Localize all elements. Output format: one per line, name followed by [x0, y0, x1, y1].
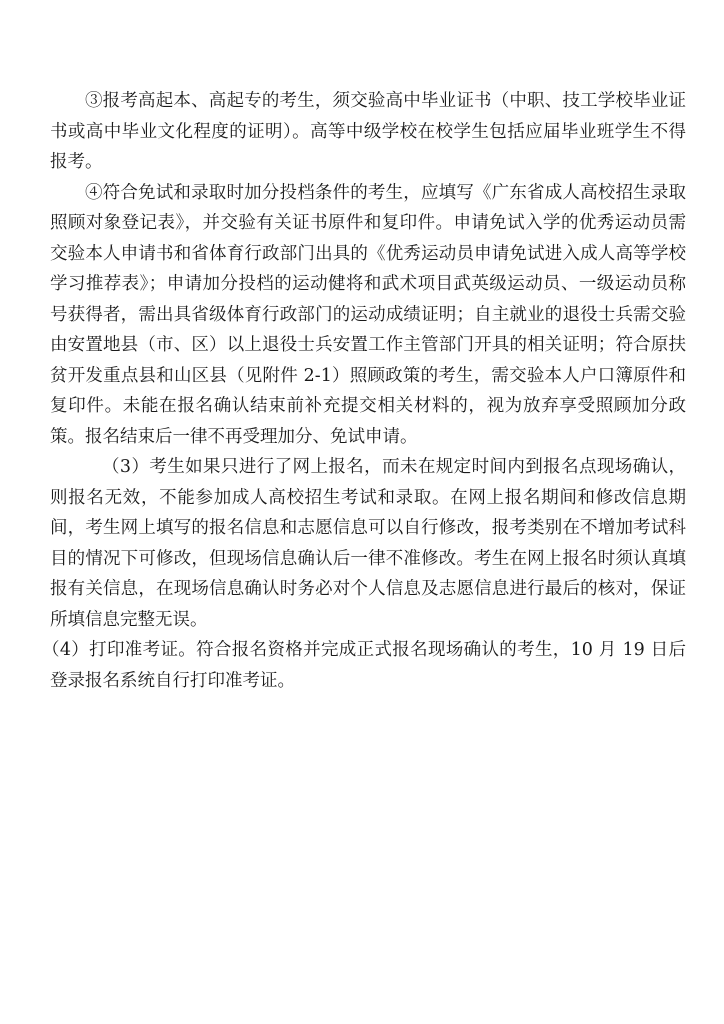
paragraph-onsite-confirmation: （3）考生如果只进行了网上报名，而未在规定时间内到报名点现场确认，则报名无效，不能参加成人高校招生考试和录取。在网上报名期间和修改信息期间，考生网上填写的报名信息和志愿信息可以自行修改，报考类别在不增加考试科目的情况下可修改，但现场信息确认后一律不准修改。考生在网上报名时须认真填报有关信息，在现场信息确认时务必对个人信息及志愿信息进行最后的核对，保证所填信息完整无误。 — [50, 457, 686, 630]
paragraph-diploma-requirement: ③报考高起本、高起专的考生，须交验高中毕业证书（中职、技工学校毕业证书或高中毕业文化程度的证明）。高等中级学校在校学生包括应届毕业班学生不得报考。 — [50, 91, 686, 172]
document-body — [42, 86, 686, 696]
paragraph-bonus-exemption: ④符合免试和录取时加分投档条件的考生，应填写《广东省成人高校招生录取照顾对象登记表》，并交验有关证书原件和复印件。申请免试入学的优秀运动员需交验本人申请书和省体育行政部门出具的《优秀运动员申请免试进入成人高等学校学习推荐表》；申请加分投档的运动健将和武术项目武英级运动员、一级运动员称号获得者，需出具省级体育行政部门的运动成绩证明；自主就业的退役士兵需交验由安置地县（市、区）以上退役士兵安置工作主管部门开具的相关证明；符合原扶贫开发重点县和山区县（见附件 2-1）照顾政策的考生，需交验本人户口簿原件和复印件。未能在报名确认结束前补充提交相关材料的，视为放弃享受照顾加分政策。报名结束后一律不再受理加分、免试申请。 — [50, 182, 686, 447]
paragraph-print-admission-ticket: （4）打印准考证。符合报名资格并完成正式报名现场确认的考生，10 月 19 日后登录报名系统自行打印准考证。 — [42, 640, 686, 691]
